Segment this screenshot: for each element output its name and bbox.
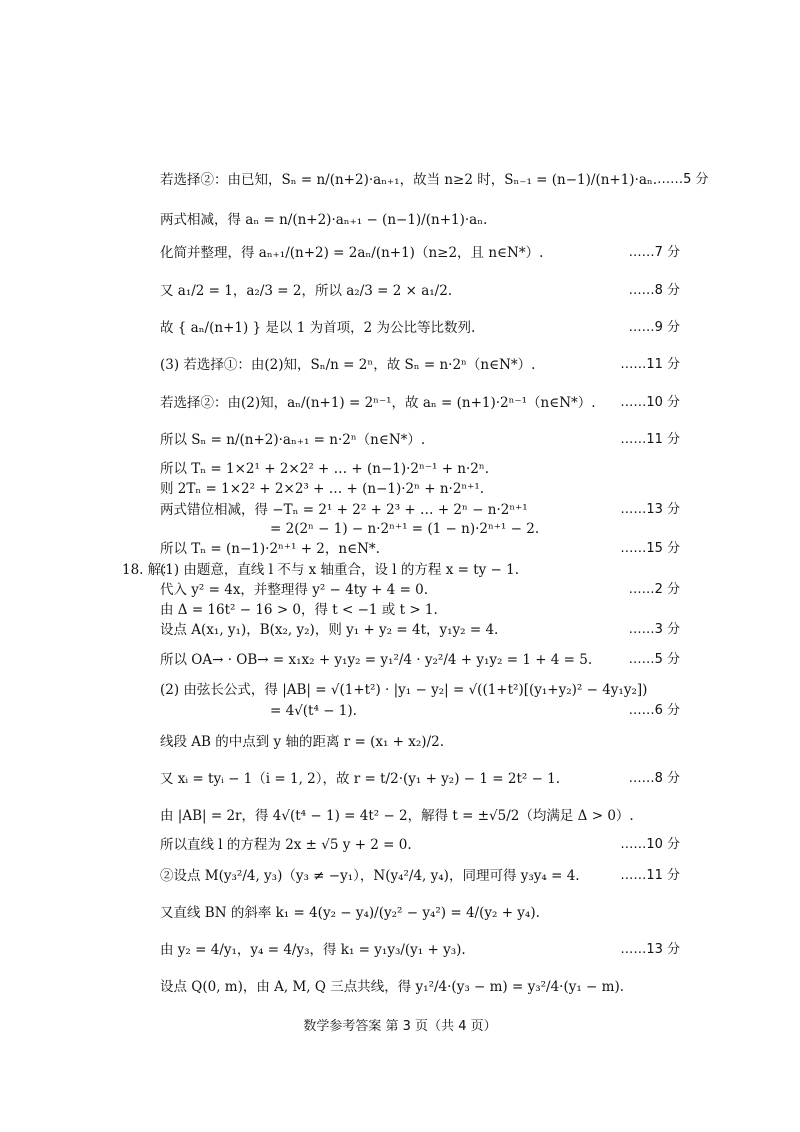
- score-label: ……15 分: [620, 541, 680, 556]
- score-label: ……13 分: [620, 502, 680, 517]
- line-25: ②设点 M(y₃²/4, y₃)（y₃ ≠ −y₁），N(y₄²/4, y₄)，同理可得 y₃y₄ = 4. ……11 分: [160, 868, 680, 884]
- line-24: 所以直线 l 的方程为 2x ± √5 y + 2 = 0. ……10 分: [160, 837, 680, 853]
- line-18: 所以 OA→ · OB→ = x₁x₂ + y₁y₂ = y₁²/4 · y₂²/4 + y₁y₂ = 1 + 4 = 5. ……5 分: [160, 652, 680, 668]
- line-28: 设点 Q(0, m)，由 A, M, Q 三点共线，得 y₁²/4·(y₃ − m) = y₃²/4·(y₁ − m).: [160, 979, 625, 995]
- line-17: 设点 A(x₁, y₁)，B(x₂, y₂)，则 y₁ + y₂ = 4t，y₁y₂ = 4. ……3 分: [160, 622, 680, 638]
- line-2: 两式相减，得 aₙ = n/(n+2)·aₙ₊₁ − (n−1)/(n+1)·aₙ.: [160, 212, 488, 228]
- line-10: 则 2Tₙ = 1×2² + 2×2³ + … + (n−1)·2ⁿ + n·2ⁿ⁺¹.: [160, 481, 485, 497]
- score-label: ……10 分: [620, 395, 680, 410]
- line-1: 若选择②：由已知，Sₙ = n/(n+2)·aₙ₊₁，故当 n≥2 时，Sₙ₋₁ = (n−1)/(n+1)·aₙ. ……5 分: [160, 172, 709, 188]
- score-label: ……6 分: [628, 703, 680, 718]
- line-14: (1) 由题意，直线 l 不与 x 轴重合，设 l 的方程 x = ty − 1.: [160, 562, 520, 578]
- line-23: 由 |AB| = 2r，得 4√(t⁴ − 1) = 4t² − 2，解得 t = ±√5/2（均满足 Δ > 0）.: [160, 808, 634, 824]
- line-8: 所以 Sₙ = n/(n+2)·aₙ₊₁ = n·2ⁿ（n∈N*）. ……11 分: [160, 432, 680, 448]
- score-label: ……11 分: [620, 432, 680, 447]
- line-7: 若选择②：由(2)知，aₙ/(n+1) = 2ⁿ⁻¹，故 aₙ = (n+1)·2ⁿ⁻¹（n∈N*）. ……10 分: [160, 395, 680, 411]
- line-21: 线段 AB 的中点到 y 轴的距离 r = (x₁ + x₂)/2.: [160, 734, 445, 750]
- line-4: 又 a₁/2 = 1，a₂/3 = 2，所以 a₂/3 = 2 × a₁/2. ……8 分: [160, 283, 680, 299]
- line-3: 化简并整理，得 aₙ₊₁/(n+2) = 2aₙ/(n+1)（n≥2，且 n∈N*）. ……7 分: [160, 245, 680, 261]
- line-19: (2) 由弦长公式，得 |AB| = √(1+t²) · |y₁ − y₂| = √((1+t²)[(y₁+y₂)² − 4y₁y₂]): [160, 682, 648, 698]
- score-label: ……5 分: [657, 172, 709, 187]
- line-11: 两式错位相减，得 −Tₙ = 2¹ + 2² + 2³ + … + 2ⁿ − n·2ⁿ⁺¹ ……13 分: [160, 502, 680, 518]
- score-label: ……11 分: [620, 357, 680, 372]
- line-22: 又 xᵢ = tyᵢ − 1（i = 1, 2），故 r = t/2·(y₁ + y₂) − 1 = 2t² − 1. ……8 分: [160, 771, 680, 787]
- score-label: ……10 分: [620, 837, 680, 852]
- score-label: ……7 分: [628, 245, 680, 260]
- line-5: 故 { aₙ/(n+1) } 是以 1 为首项，2 为公比等比数列. ……9 分: [160, 320, 680, 336]
- line-15: 代入 y² = 4x，并整理得 y² − 4ty + 4 = 0. ……2 分: [160, 582, 680, 598]
- score-label: ……3 分: [628, 622, 680, 637]
- line-6: (3) 若选择①：由(2)知，Sₙ/n = 2ⁿ，故 Sₙ = n·2ⁿ（n∈N*）. ……11 分: [160, 357, 680, 373]
- line-16: 由 Δ = 16t² − 16 > 0，得 t < −1 或 t > 1.: [160, 602, 438, 618]
- score-label: ……5 分: [628, 652, 680, 667]
- line-26: 又直线 BN 的斜率 k₁ = 4(y₂ − y₄)/(y₂² − y₄²) = 4/(y₂ + y₄).: [160, 905, 540, 921]
- line-12: = 2(2ⁿ − 1) − n·2ⁿ⁺¹ = (1 − n)·2ⁿ⁺¹ − 2.: [270, 521, 540, 537]
- score-label: ……13 分: [620, 942, 680, 957]
- score-label: ……11 分: [620, 868, 680, 883]
- page-footer: 数学参考答案 第 3 页（共 4 页）: [303, 1019, 497, 1034]
- line-13: 所以 Tₙ = (n−1)·2ⁿ⁺¹ + 2，n∈N*. ……15 分: [160, 541, 680, 557]
- question-number: 18. 解：: [122, 562, 175, 578]
- line-27: 由 y₂ = 4/y₁，y₄ = 4/y₃，得 k₁ = y₁y₃/(y₁ + y₃). ……13 分: [160, 942, 680, 958]
- score-label: ……9 分: [628, 320, 680, 335]
- line-20: = 4√(t⁴ − 1). ……6 分: [270, 703, 680, 719]
- score-label: ……8 分: [628, 283, 680, 298]
- line-9: 所以 Tₙ = 1×2¹ + 2×2² + … + (n−1)·2ⁿ⁻¹ + n·2ⁿ.: [160, 461, 490, 477]
- score-label: ……2 分: [628, 582, 680, 597]
- score-label: ……8 分: [628, 771, 680, 786]
